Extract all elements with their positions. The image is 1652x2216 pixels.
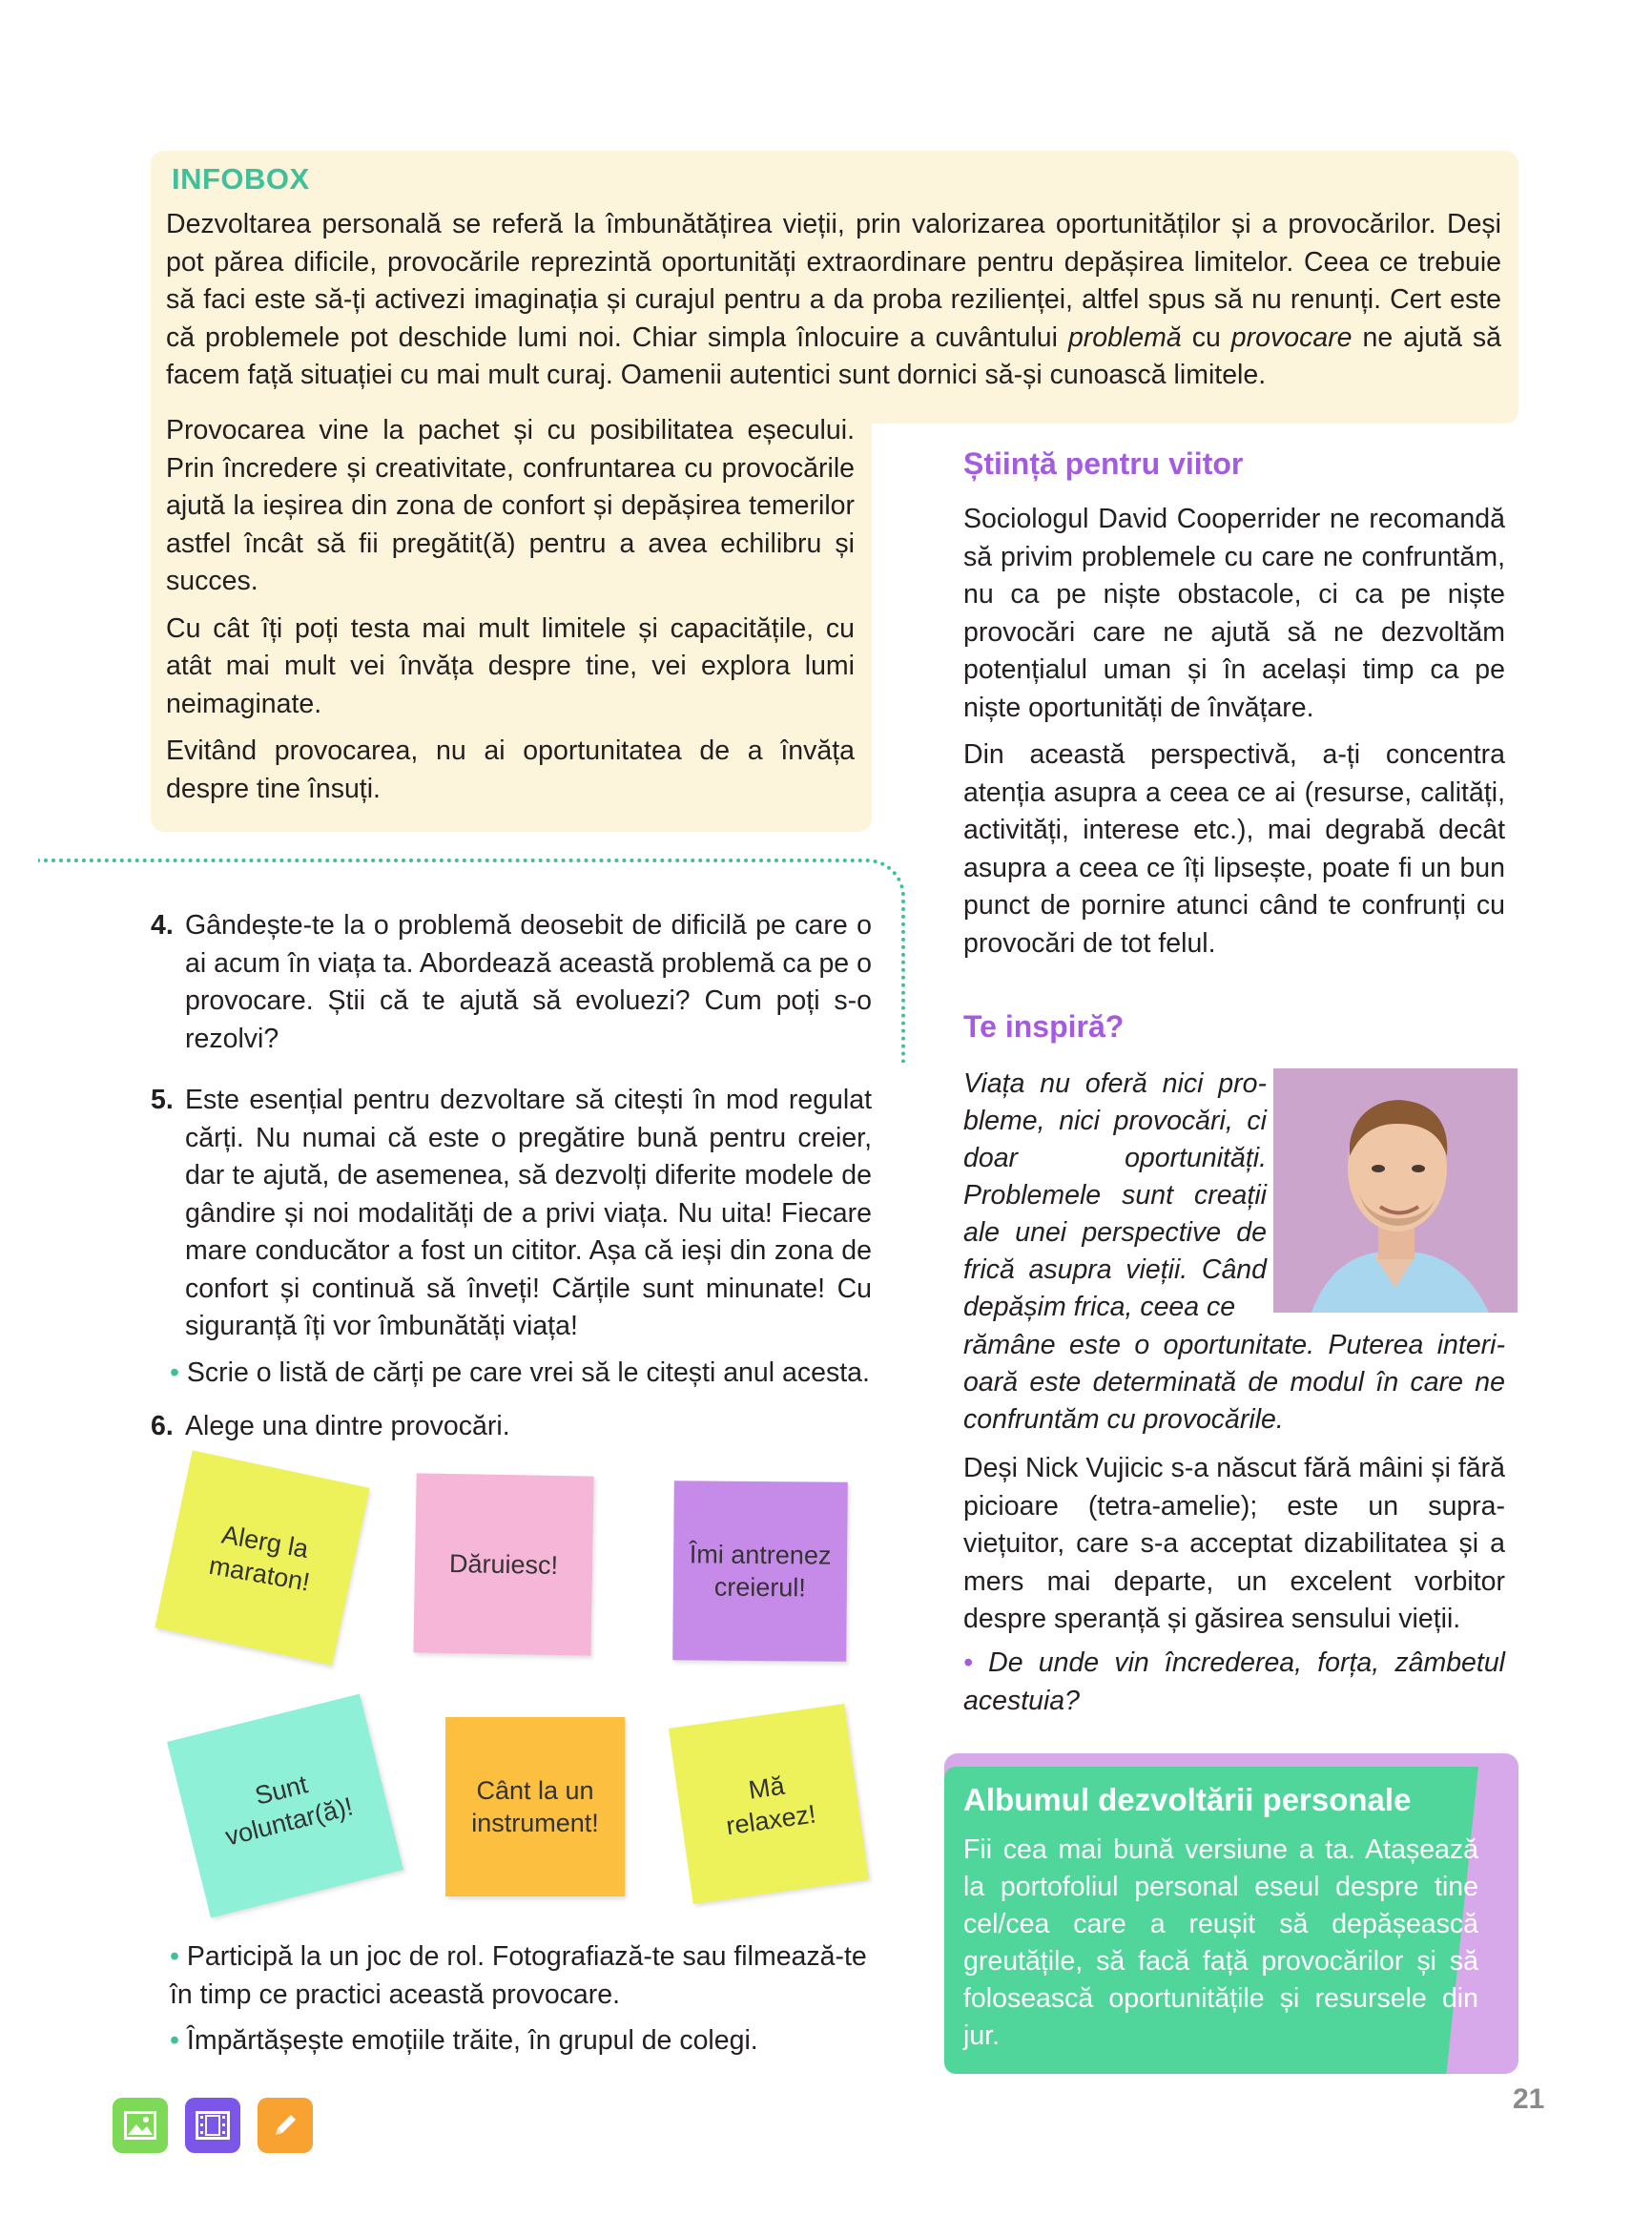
challenge-note-volunteer[interactable]: Sunt voluntar(ă)! — [167, 1694, 403, 1918]
challenge-note-giving[interactable]: Dăruiesc! — [413, 1473, 593, 1655]
challenge-note-brain-training[interactable]: Îmi antrenez creierul! — [672, 1481, 848, 1662]
album-text: Fii cea mai bună versiune a ta. Atașează la portofoliul personal eseul despre tine cel/cea care a reușit să depășească greutățile, să facă față provocărilor și să folosească oportunitățile și resursele din jur. — [963, 1834, 1478, 2051]
infobox-paragraph-3: Cu cât îți poți testa mai mult limitele și capacitățile, cu atât mai mult vei învăța despre tine, vei explora lumi neimaginate. — [166, 612, 855, 719]
pencil-icon — [258, 2098, 313, 2153]
inspire-quote-continuation: rămâne este o oportunitate. Puterea interioară este determinată de modul în care ne confruntăm cu provocările. — [963, 1330, 1505, 1435]
roleplay-task: • Participă la un joc de rol. Fotografiază-te sau filmează-te în timp ce practici această provocare. — [170, 1941, 867, 2010]
infobox-continuation — [166, 412, 855, 818]
album-title: Albumul dezvoltării personale — [963, 1782, 1412, 1817]
bullet-icon: • — [170, 1357, 179, 1388]
inspire-quote: Viața nu oferă nici probleme, nici provocări, ci doar oportunități. Problemele sunt creații ale unei perspective de frică asupra vieții. Când depășim frica, ceea ce — [963, 1068, 1267, 1322]
film-icon — [185, 2098, 240, 2153]
science-paragraph-1: Sociologul David Cooperrider ne recomandă să privim problemele cu care ne confruntăm, nu ca pe niște obstacole, ci ca pe niște provocări care ne ajută să ne dezvoltăm potențialul uman și în același timp ca pe niște oportunități de învățare. — [963, 504, 1505, 723]
infobox-paragraph-4: Evitând provocarea, nu ai oportunitatea de a învăța despre tine însuți. — [166, 735, 855, 804]
nick-vujicic-photo — [1273, 1068, 1518, 1313]
science-text — [963, 501, 1505, 972]
page-number: 21 — [1513, 2083, 1545, 2115]
infobox-title: INFOBOX — [172, 162, 310, 196]
science-title: Știință pentru viitor — [963, 446, 1244, 481]
challenge-note-marathon[interactable]: Alerg la maraton! — [155, 1450, 369, 1665]
share-emotions-task: • Împărtășește emoțiile trăite, în grupul de colegi. — [170, 2025, 758, 2056]
portrait-illustration — [1273, 1068, 1518, 1313]
inspire-title: Te inspiră? — [963, 1009, 1125, 1044]
image-icon — [113, 2098, 168, 2153]
science-paragraph-2: Din această perspectivă, a-ți concentra atenția asupra a ceea ce ai (resurse, calități, activități, interese etc.), mai degrabă decât asupra a ceea ce îți lipsește, poate fi un bun punct de pornire atunci când te confrunți cu provocări de tot felul. — [963, 739, 1505, 959]
bullet-icon: • — [963, 1647, 973, 1678]
exercise-item-5: 5. Este esențial pentru dezvoltare să citești în mod regulat cărți. Nu numai că este o pregătire bună pentru creier, dar te ajută, de asemenea, să dezvolți diferite modele de gândire și noi modalități de a privi viața. Nu uita! Fiecare mare conducător a fost un cititor. Așa că ieși din zona de confort și continuă să înveți! Cărțile sunt minunate! Cu siguranță îți vor îmbunătăți viața! — [151, 1085, 872, 1341]
exercise-item-4: 4. Gândește-te la o problemă deosebit de dificilă pe care o ai acum în viața ta. Abordează această problemă ca pe o provocare. Știi că te ajută să evoluezi? Cum poți s-o rezolvi? — [151, 910, 872, 1054]
bullet-icon: • — [170, 1941, 179, 1972]
challenge-note-relax[interactable]: Mă relaxez! — [669, 1704, 869, 1904]
bullet-icon: • — [170, 2025, 179, 2056]
inspire-question: • De unde vin încrederea, forța, zâmbetul acestuia? — [963, 1647, 1505, 1716]
exercise-5-subtask: • Scrie o listă de cărți pe care vrei să le citești anul acesta. — [170, 1357, 870, 1388]
infobox-paragraph: Dezvoltarea personală se referă la îmbunătățirea vieții, prin valorizarea oportunităților și a provocărilor. Deși pot părea dificile, provocările reprezintă oportunități extraordinare pentru depășirea limitelor. Ceea ce trebuie să faci este să-ți activezi imaginația și curajul pentru a da proba rezilienței, altfel spus să nu renunți. Cert este că problemele pot deschide lumi noi. Chiar simpla înlocuire a cuvântului problemă cu provocare ne ajută să facem față situației cu mai mult curaj. Oamenii autentici sunt dornici să-și cunoască limitele. — [166, 209, 1502, 390]
inspire-text: Deși Nick Vujicic s-a născut fără mâini și fără picioare (tetra-amelie); este un supraviețuitor, care s-a acceptat dizabilitatea și a mers mai departe, un excelent vorbitor despre speranță și găsirea sensului vieții. — [963, 1453, 1505, 1634]
challenge-note-instrument[interactable]: Cânt la un instrument! — [445, 1717, 625, 1896]
exercise-item-6: 6. Alege una dintre provocări. — [151, 1411, 510, 1441]
infobox-paragraph-2: Provocarea vine la pachet și cu posibilitatea eșecului. Prin încredere și creativitate, confruntarea cu provocările ajută la ieșirea din zona de confort și depășirea temerilor astfel încât să fii pregătit(ă) pentru a avea echilibru și succes. — [166, 415, 855, 596]
